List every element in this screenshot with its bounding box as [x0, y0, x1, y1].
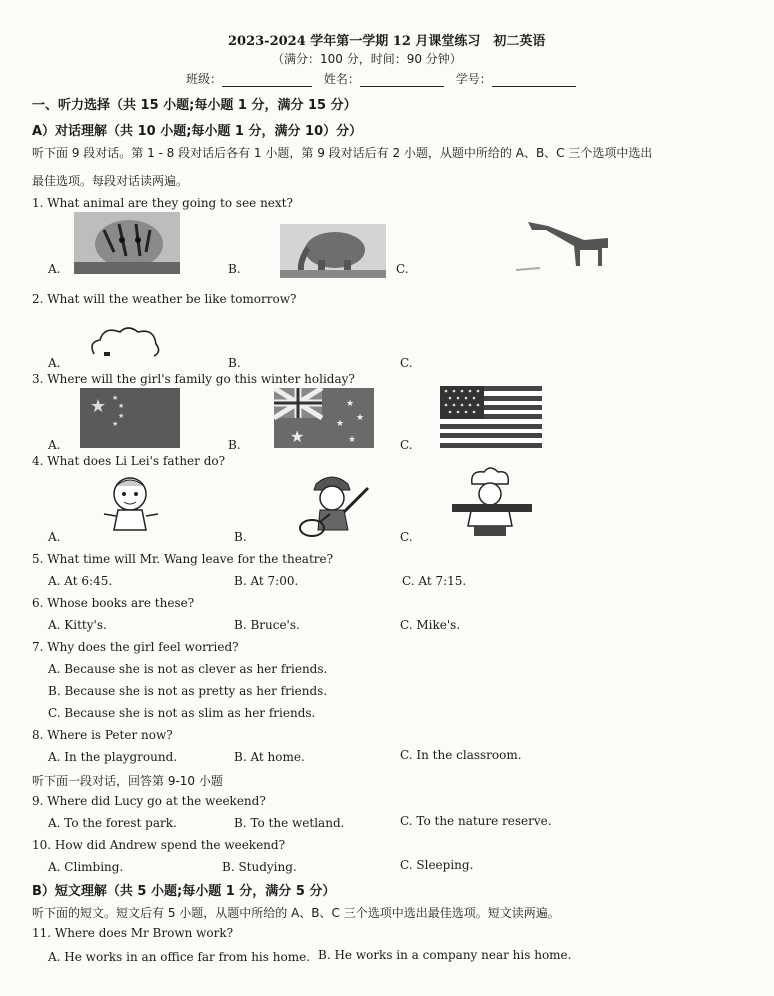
australia-flag-image [274, 388, 374, 448]
question-3: 3. Where will the girl's family go this winter holiday? [32, 372, 355, 386]
name-label: 姓名： [323, 72, 360, 86]
svg-text:★: ★ [118, 412, 125, 420]
q9-option-c: C. To the nature reserve. [400, 814, 552, 828]
id-blank[interactable] [492, 74, 576, 87]
question-7: 7. Why does the girl feel worried? [32, 640, 239, 654]
svg-text:★: ★ [348, 435, 357, 445]
q2-option-b: B. [228, 356, 241, 370]
q8-option-a: A. In the playground. [48, 750, 178, 764]
q10-option-b: B. Studying. [222, 860, 297, 874]
q7-option-b: B. Because she is not as pretty as her friends. [48, 684, 328, 698]
svg-text:★: ★ [290, 427, 305, 446]
class-blank[interactable] [222, 74, 312, 87]
firefighter-image [296, 470, 372, 542]
elephant-image [280, 224, 386, 278]
q7-option-c: C. Because she is not as slim as her friends. [48, 706, 316, 720]
question-4: 4. What does Li Lei's father do? [32, 454, 226, 468]
student-info-row [186, 70, 576, 87]
q5-option-a: A. At 6:45. [48, 574, 113, 588]
q4-option-c: C. [400, 530, 413, 544]
q4-option-b: B. [234, 530, 247, 544]
class-label: 班级： [186, 72, 223, 86]
q3-option-a: A. [48, 438, 61, 452]
q6-option-c: C. Mike's. [400, 618, 461, 632]
svg-text:★: ★ [356, 413, 365, 423]
part1-heading: 一、听力选择（共 15 小题;每小题 1 分，满分 15 分） [32, 98, 357, 113]
q11-option-b: B. He works in a company near his home. [318, 948, 572, 962]
doctor-image [100, 474, 162, 534]
q8-option-c: C. In the classroom. [400, 748, 522, 762]
question-9: 9. Where did Lucy go at the weekend? [32, 794, 266, 808]
name-blank[interactable] [360, 74, 444, 87]
dialog-note: 听下面一段对话，回答第 9-10 小题 [32, 774, 223, 788]
q1-option-c: C. [396, 262, 409, 276]
usa-flag-image [440, 386, 542, 448]
question-8: 8. Where is Peter now? [32, 728, 173, 742]
q1-option-a: A. [48, 262, 61, 276]
cloud-icon [88, 324, 162, 360]
q5-option-c: C. At 7:15. [402, 574, 467, 588]
q9-option-a: A. To the forest park. [48, 816, 177, 830]
exam-title: 2023-2024 学年第一学期 12 月课堂练习 初二英语 [228, 34, 546, 49]
q10-option-c: C. Sleeping. [400, 858, 474, 872]
q3-option-c: C. [400, 438, 413, 452]
q5-option-b: B. At 7:00. [234, 574, 299, 588]
sectionA-instruction-1: 听下面 9 段对话。第 1 - 8 段对话后各有 1 小题，第 9 段对话后有 2 小题，从题中所给的 A、B、C 三个选项中选出 [32, 146, 653, 160]
exam-subtitle: （满分：100 分，时间：90 分钟） [272, 52, 462, 66]
svg-text:★: ★ [112, 394, 119, 402]
q9-option-b: B. To the wetland. [234, 816, 345, 830]
q4-option-a: A. [48, 530, 61, 544]
question-6: 6. Whose books are these? [32, 596, 195, 610]
giraffe-image [510, 210, 614, 274]
sectionA-instruction-2: 最佳选项。每段对话读两遍。 [32, 174, 189, 188]
q2-option-c: C. [400, 356, 413, 370]
question-1: 1. What animal are they going to see next? [32, 196, 293, 210]
china-flag-image [80, 388, 180, 448]
question-5: 5. What time will Mr. Wang leave for the theatre? [32, 552, 334, 566]
id-label: 学号： [455, 72, 492, 86]
question-11: 11. Where does Mr Brown work? [32, 926, 234, 940]
q1-option-b: B. [228, 262, 241, 276]
q7-option-a: A. Because she is not as clever as her friends. [48, 662, 328, 676]
sectionB-heading: B）短文理解（共 5 小题;每小题 1 分，满分 5 分） [32, 884, 336, 899]
question-10: 10. How did Andrew spend the weekend? [32, 838, 286, 852]
sectionB-instruction: 听下面的短文。短文后有 5 小题，从题中所给的 A、B、C 三个选项中选出最佳选项。短文读两遍。 [32, 906, 560, 920]
svg-text:★: ★ [346, 399, 355, 409]
svg-text:★: ★ [336, 419, 345, 429]
q11-option-a: A. He works in an office far from his home. [48, 950, 310, 964]
chef-image [444, 466, 536, 542]
svg-text:★: ★ [112, 420, 119, 428]
tiger-image [74, 212, 180, 274]
q2-option-a: A. [48, 356, 61, 370]
q10-option-a: A. Climbing. [48, 860, 124, 874]
q6-option-b: B. Bruce's. [234, 618, 300, 632]
svg-text:★: ★ [118, 402, 125, 410]
sectionA-heading: A）对话理解（共 10 小题;每小题 1 分，满分 10）分） [32, 124, 363, 139]
q6-option-a: A. Kitty's. [48, 618, 107, 632]
q8-option-b: B. At home. [234, 750, 305, 764]
q3-option-b: B. [228, 438, 241, 452]
question-2: 2. What will the weather be like tomorrow? [32, 292, 297, 306]
svg-text:★: ★ [90, 396, 107, 417]
